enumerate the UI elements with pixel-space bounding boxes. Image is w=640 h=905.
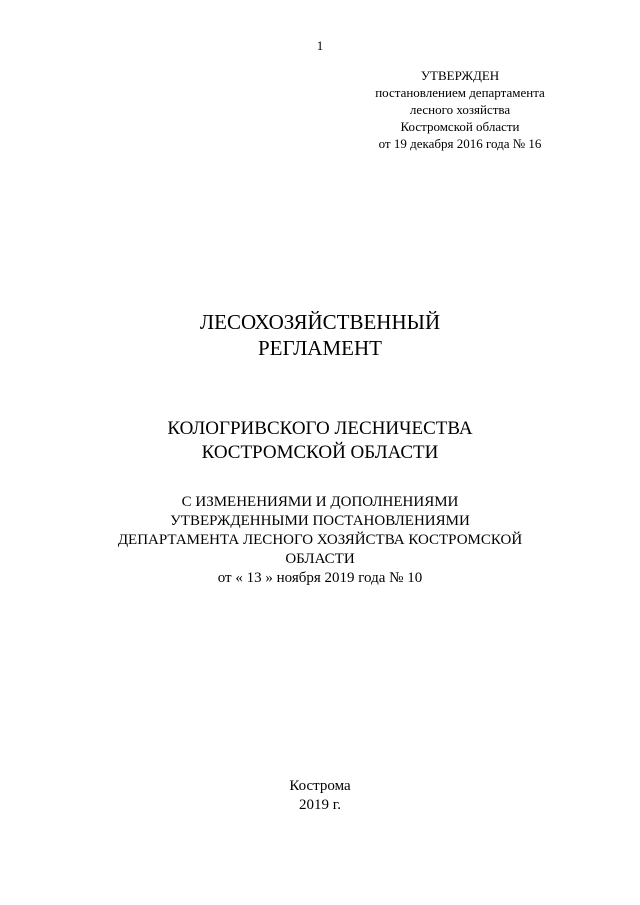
title-line: ЛЕСОХОЗЯЙСТВЕННЫЙ <box>199 310 441 334</box>
publication-year: 2019 г. <box>299 797 341 813</box>
subtitle-line: КОСТРОМСКОЙ ОБЛАСТИ <box>201 442 439 463</box>
subtitle-line: КОЛОГРИВСКОГО ЛЕСНИЧЕСТВА <box>167 418 473 439</box>
amendments-note <box>0 493 640 588</box>
publication-footer <box>0 777 640 815</box>
page-number: 1 <box>316 38 324 53</box>
approval-line: Костромской области <box>400 119 520 134</box>
amendments-date: от « 13 » ноября 2019 года № 10 <box>217 570 423 586</box>
document-title <box>0 309 640 361</box>
amendments-line: С ИЗМЕНЕНИЯМИ И ДОПОЛНЕНИЯМИ <box>181 494 459 510</box>
publication-city: Кострома <box>289 778 351 794</box>
approval-line: постановлением департамента <box>375 85 545 100</box>
amendments-line: УТВЕРЖДЕННЫМИ ПОСТАНОВЛЕНИЯМИ <box>170 513 470 529</box>
title-line: РЕГЛАМЕНТ <box>258 336 382 360</box>
approval-line: лесного хозяйства <box>409 102 511 117</box>
approval-heading: УТВЕРЖДЕН <box>420 68 500 83</box>
amendments-line: ОБЛАСТИ <box>285 551 355 567</box>
approval-stamp <box>340 67 580 152</box>
amendments-line: ДЕПАРТАМЕНТА ЛЕСНОГО ХОЗЯЙСТВА КОСТРОМСКОЙ <box>117 532 523 548</box>
document-subtitle <box>0 417 640 465</box>
approval-date: от 19 декабря 2016 года № 16 <box>378 136 542 151</box>
